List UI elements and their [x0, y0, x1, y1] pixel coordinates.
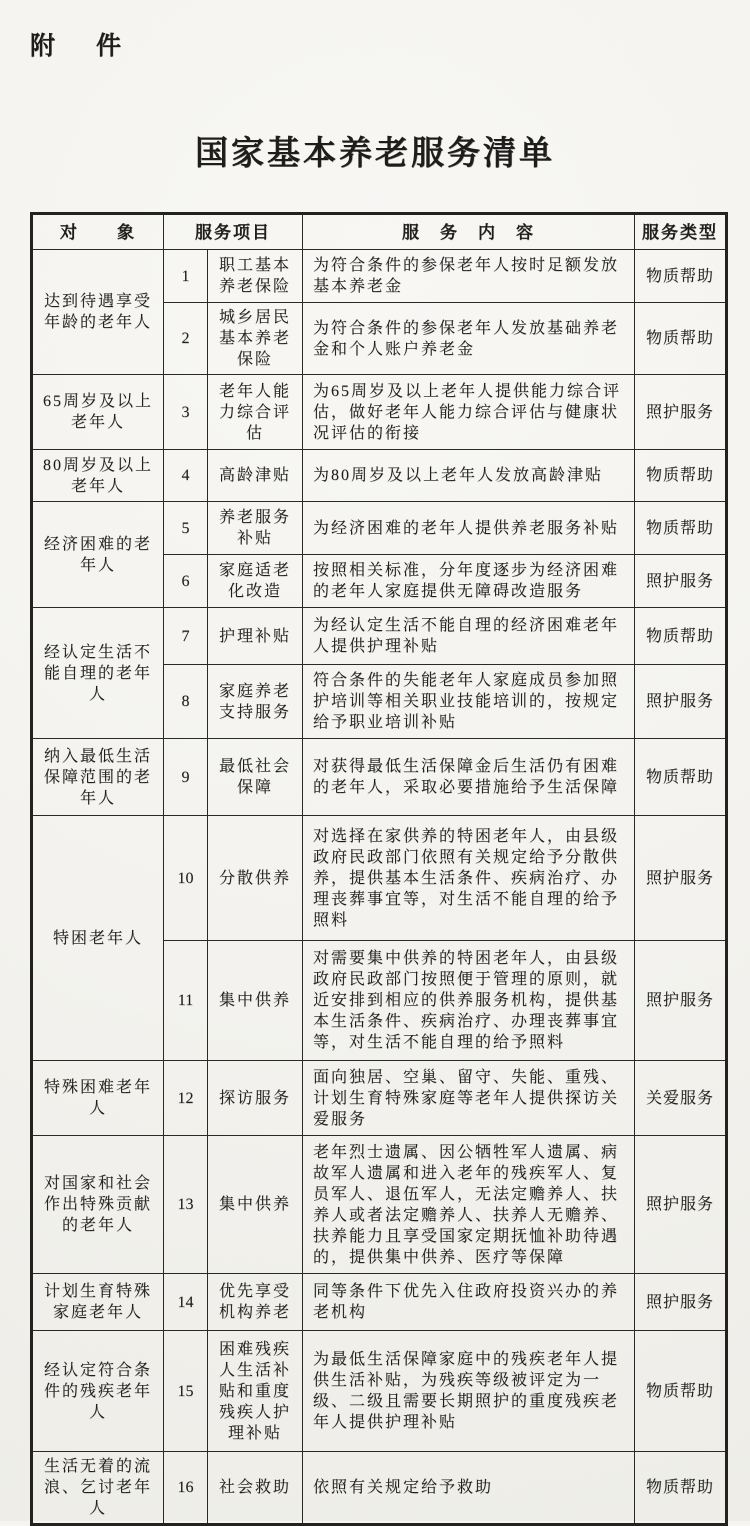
table-row — [32, 502, 727, 555]
attachment-label: 附 件 — [30, 33, 130, 60]
service-content-cell: 为符合条件的参保老年人按时足额发放基本养老金 — [303, 250, 635, 303]
row-number-cell: 4 — [164, 450, 208, 502]
service-type-cell: 关爱服务 — [635, 1061, 727, 1136]
service-type-cell: 物质帮助 — [635, 450, 727, 502]
object-cell: 80周岁及以上老年人 — [32, 450, 164, 502]
service-type-cell: 照护服务 — [635, 1136, 727, 1274]
object-cell: 对国家和社会作出特殊贡献的老年人 — [32, 1136, 164, 1274]
service-item-cell: 集中供养 — [208, 1136, 303, 1274]
service-item-cell: 分散供养 — [208, 816, 303, 941]
service-item-cell: 职工基本养老保险 — [208, 250, 303, 303]
object-cell: 经认定生活不能自理的老年人 — [32, 608, 164, 739]
service-item-cell: 养老服务补贴 — [208, 502, 303, 555]
service-content-cell: 为80周岁及以上老年人发放高龄津贴 — [303, 450, 635, 502]
service-type-cell: 照护服务 — [635, 1274, 727, 1331]
object-cell: 纳入最低生活保障范围的老年人 — [32, 739, 164, 816]
service-type-cell: 照护服务 — [635, 665, 727, 739]
row-number-cell: 15 — [164, 1331, 208, 1452]
object-cell: 特困老年人 — [32, 816, 164, 1061]
service-item-cell: 最低社会保障 — [208, 739, 303, 816]
table-row — [32, 1061, 727, 1136]
row-number-cell: 14 — [164, 1274, 208, 1331]
service-content-cell: 面向独居、空巢、留守、失能、重残、计划生育特殊家庭等老年人提供探访关爱服务 — [303, 1061, 635, 1136]
service-type-cell: 照护服务 — [635, 555, 727, 608]
service-content-cell: 老年烈士遗属、因公牺牲军人遗属、病故军人遗属和进入老年的残疾军人、复员军人、退伍军人，无法定赡养人、扶养人或者法定赡养人、扶养人无赡养、扶养能力且享受国家定期抚恤补助待遇的，提供集中供养、医疗等保障 — [303, 1136, 635, 1274]
object-cell: 达到待遇享受年龄的老年人 — [32, 250, 164, 375]
service-type-cell: 物质帮助 — [635, 1331, 727, 1452]
service-item-cell: 困难残疾人生活补贴和重度残疾人护理补贴 — [208, 1331, 303, 1452]
table-row — [32, 816, 727, 941]
service-item-cell: 社会救助 — [208, 1452, 303, 1525]
row-number-cell: 6 — [164, 555, 208, 608]
service-item-cell: 城乡居民基本养老保险 — [208, 303, 303, 375]
object-cell: 经济困难的老年人 — [32, 502, 164, 608]
service-type-cell: 物质帮助 — [635, 739, 727, 816]
page-title: 国家基本养老服务清单 — [195, 136, 555, 172]
service-type-cell: 照护服务 — [635, 816, 727, 941]
service-item-cell: 高龄津贴 — [208, 450, 303, 502]
row-number-cell: 3 — [164, 375, 208, 450]
service-list-table — [30, 212, 728, 1526]
header-service-item: 服务项目 — [164, 214, 303, 250]
service-type-cell: 照护服务 — [635, 941, 727, 1061]
row-number-cell: 13 — [164, 1136, 208, 1274]
header-service-content: 服 务 内 容 — [303, 214, 635, 250]
service-content-cell: 为最低生活保障家庭中的残疾老年人提供生活补贴，为残疾等级被评定为一级、二级且需要长期照护的重度残疾老年人提供护理补贴 — [303, 1331, 635, 1452]
service-content-cell: 对选择在家供养的特困老年人，由县级政府民政部门依照有关规定给予分散供养，提供基本生活条件、疾病治疗、办理丧葬事宜等，对生活不能自理的给予照料 — [303, 816, 635, 941]
object-cell: 经认定符合条件的残疾老年人 — [32, 1331, 164, 1452]
service-content-cell: 为经认定生活不能自理的经济困难老年人提供护理补贴 — [303, 608, 635, 665]
object-cell: 特殊困难老年人 — [32, 1061, 164, 1136]
table-row — [32, 375, 727, 450]
service-item-cell: 家庭养老支持服务 — [208, 665, 303, 739]
table-row — [32, 1274, 727, 1331]
service-type-cell: 物质帮助 — [635, 502, 727, 555]
table-row — [32, 1452, 727, 1525]
row-number-cell: 12 — [164, 1061, 208, 1136]
row-number-cell: 9 — [164, 739, 208, 816]
service-item-cell: 家庭适老化改造 — [208, 555, 303, 608]
service-item-cell: 老年人能力综合评估 — [208, 375, 303, 450]
table-row — [32, 250, 727, 303]
table-row — [32, 1331, 727, 1452]
table-row — [32, 1136, 727, 1274]
row-number-cell: 1 — [164, 250, 208, 303]
service-type-cell: 物质帮助 — [635, 250, 727, 303]
service-content-cell: 按照相关标准，分年度逐步为经济困难的老年人家庭提供无障碍改造服务 — [303, 555, 635, 608]
row-number-cell: 11 — [164, 941, 208, 1061]
service-type-cell: 照护服务 — [635, 375, 727, 450]
service-content-cell: 为经济困难的老年人提供养老服务补贴 — [303, 502, 635, 555]
row-number-cell: 16 — [164, 1452, 208, 1525]
service-content-cell: 对需要集中供养的特困老年人，由县级政府民政部门按照便于管理的原则，就近安排到相应的供养服务机构，提供基本生活条件、疾病治疗、办理丧葬事宜等，对生活不能自理的给予照料 — [303, 941, 635, 1061]
service-content-cell: 对获得最低生活保障金后生活仍有困难的老年人，采取必要措施给予生活保障 — [303, 739, 635, 816]
table-row — [32, 608, 727, 665]
row-number-cell: 10 — [164, 816, 208, 941]
table-row — [32, 450, 727, 502]
table-row — [32, 739, 727, 816]
service-item-cell: 护理补贴 — [208, 608, 303, 665]
header-object: 对 象 — [32, 214, 164, 250]
service-type-cell: 物质帮助 — [635, 608, 727, 665]
service-item-cell: 集中供养 — [208, 941, 303, 1061]
header-service-type: 服务类型 — [635, 214, 727, 250]
row-number-cell: 8 — [164, 665, 208, 739]
row-number-cell: 2 — [164, 303, 208, 375]
row-number-cell: 5 — [164, 502, 208, 555]
service-content-cell: 依照有关规定给予救助 — [303, 1452, 635, 1525]
service-type-cell: 物质帮助 — [635, 1452, 727, 1525]
service-item-cell: 优先享受机构养老 — [208, 1274, 303, 1331]
object-cell: 生活无着的流浪、乞讨老年人 — [32, 1452, 164, 1525]
service-type-cell: 物质帮助 — [635, 303, 727, 375]
object-cell: 65周岁及以上老年人 — [32, 375, 164, 450]
service-item-cell: 探访服务 — [208, 1061, 303, 1136]
service-content-cell: 符合条件的失能老年人家庭成员参加照护培训等相关职业技能培训的，按规定给予职业培训补贴 — [303, 665, 635, 739]
table-header-row — [32, 214, 727, 250]
service-content-cell: 为符合条件的参保老年人发放基础养老金和个人账户养老金 — [303, 303, 635, 375]
object-cell: 计划生育特殊家庭老年人 — [32, 1274, 164, 1331]
service-content-cell: 为65周岁及以上老年人提供能力综合评估，做好老年人能力综合评估与健康状况评估的衔接 — [303, 375, 635, 450]
service-content-cell: 同等条件下优先入住政府投资兴办的养老机构 — [303, 1274, 635, 1331]
row-number-cell: 7 — [164, 608, 208, 665]
